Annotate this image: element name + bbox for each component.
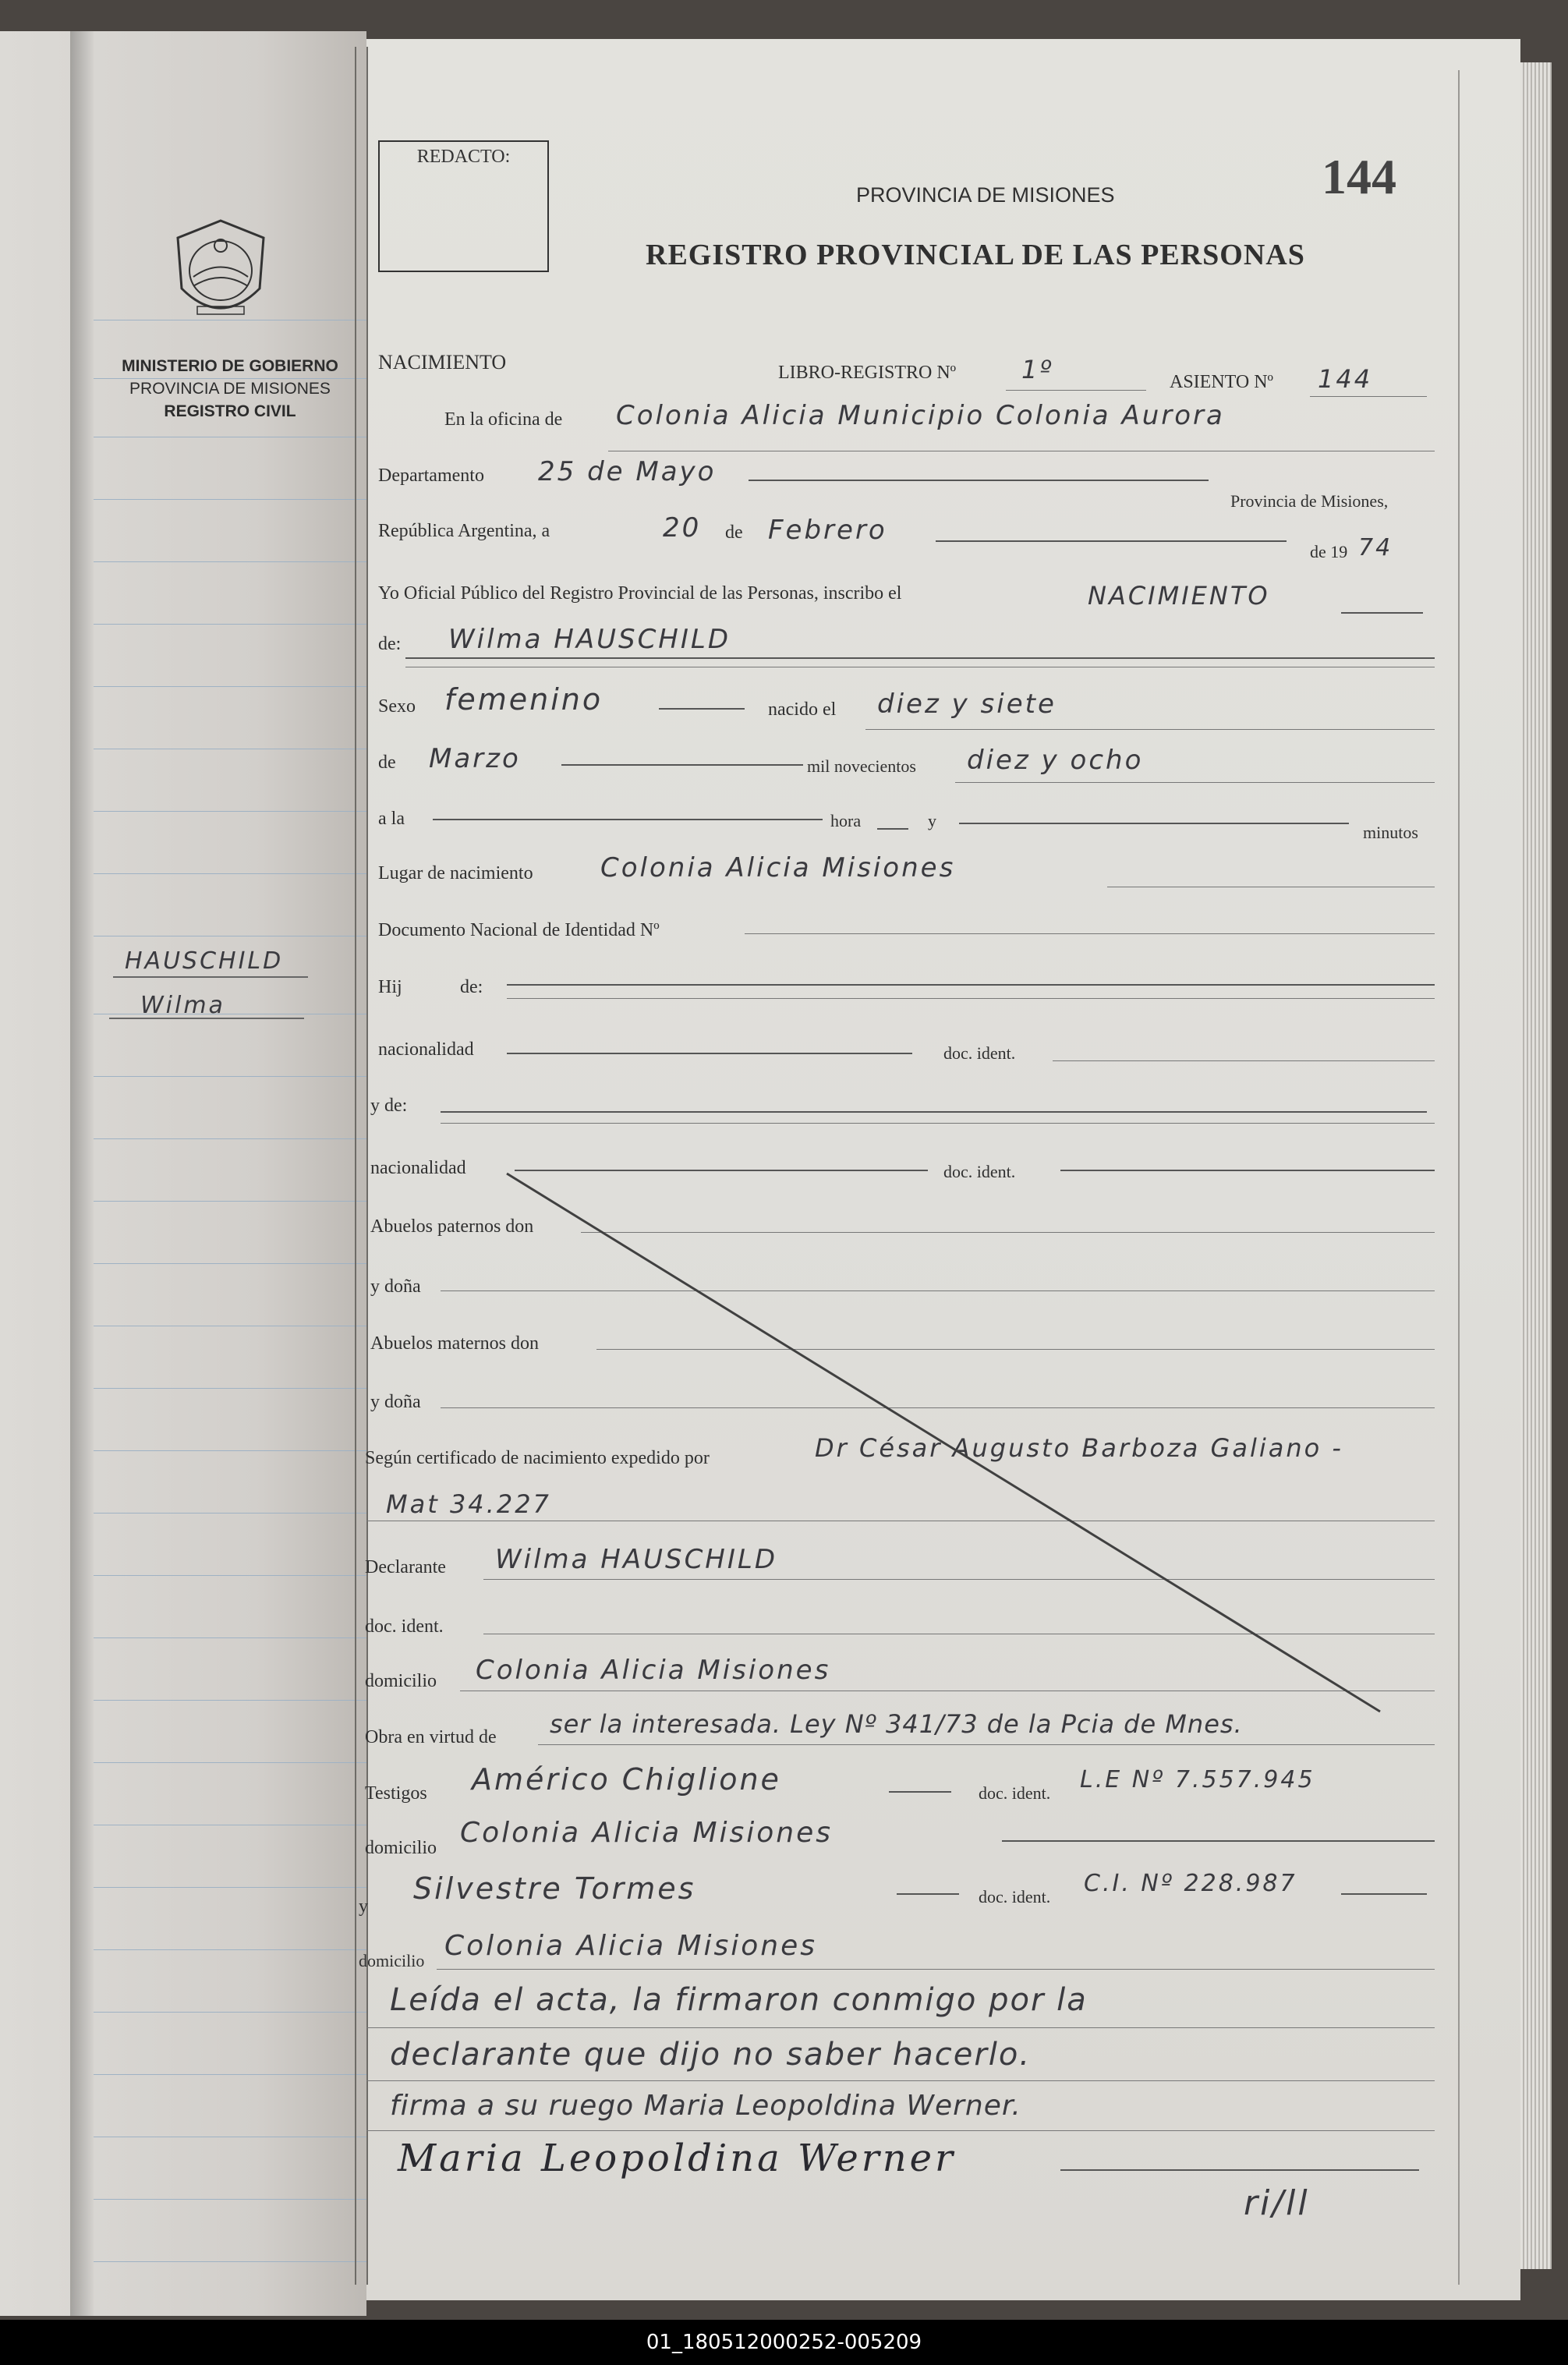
oficina-value: Colonia Alicia Municipio Colonia Aurora — [616, 400, 1225, 431]
testigo2-doc: C.I. Nº 228.987 — [1084, 1870, 1297, 1897]
domicilio-label-2: domicilio — [365, 1838, 437, 1858]
de-person-label: de: — [378, 634, 402, 654]
declarante-value: Wilma HAUSCHILD — [495, 1544, 778, 1575]
testigo1-dom: Colonia Alicia Misiones — [460, 1817, 834, 1849]
de-label: de — [725, 522, 743, 543]
hij-label: Hij — [378, 977, 402, 997]
image-footer — [0, 2320, 1568, 2365]
obra-label: Obra en virtud de — [365, 1727, 497, 1747]
nac-mes-value: Marzo — [429, 743, 521, 774]
dni-label: Documento Nacional de Identidad Nº — [378, 920, 660, 940]
mes-value: Febrero — [768, 515, 887, 546]
y-label: y — [928, 811, 936, 830]
signature-werner: Maria Leopoldina Werner — [398, 2137, 956, 2180]
y-dona-label-1: y doña — [370, 1276, 421, 1297]
nacido-label: nacido el — [768, 699, 837, 720]
abuelos-pat-label: Abuelos paternos don — [370, 1216, 534, 1237]
testigo1-value: Américo Chiglione — [472, 1762, 781, 1797]
sexo-label: Sexo — [378, 696, 416, 717]
minutos-label: minutos — [1363, 823, 1418, 842]
asiento-value: 144 — [1318, 364, 1373, 394]
closing-line-3: firma a su ruego Maria Leopoldina Werner. — [390, 2090, 1021, 2122]
anio-value: 74 — [1358, 534, 1393, 561]
mil-value: diez y ocho — [967, 745, 1144, 776]
departamento-label: Departamento — [378, 466, 484, 486]
doc-ident-label-3: doc. ident. — [979, 1783, 1051, 1803]
segun-label: Según certificado de nacimiento expedido por — [365, 1448, 710, 1468]
domicilio-label-1: domicilio — [365, 1671, 437, 1691]
civil-registry-line: REGISTRO CIVIL — [164, 402, 296, 420]
doc-ident-short-label: doc. ident. — [365, 1616, 444, 1637]
y-dona-label-2: y doña — [370, 1392, 421, 1412]
closing-line-2: declarante que dijo no saber hacerlo. — [390, 2037, 1032, 2073]
y-de-label: y de: — [370, 1096, 408, 1116]
mil-label: mil novecientos — [807, 756, 916, 776]
lugar-value: Colonia Alicia Misiones — [600, 852, 956, 883]
provincia-label: Provincia de Misiones, — [1230, 491, 1389, 511]
nacido-value: diez y siete — [877, 689, 1057, 720]
testigo2-dom: Colonia Alicia Misiones — [444, 1930, 818, 1962]
inscribo-value: NACIMIENTO — [1088, 581, 1270, 611]
y-testigo-label: y — [359, 1896, 368, 1917]
testigo2-value: Silvestre Tormes — [413, 1871, 696, 1906]
republica-label: República Argentina, a — [378, 521, 550, 541]
domicilio-label-3: domicilio — [359, 1951, 425, 1970]
ala-label: a la — [378, 809, 405, 829]
margin-name: Wilma — [140, 992, 225, 1019]
official-initials: ri/ll — [1244, 2183, 1310, 2223]
sexo-value: femenino — [444, 682, 603, 717]
ministry-line: MINISTERIO DE GOBIERNO — [122, 357, 338, 375]
nacionalidad-label-1: nacionalidad — [378, 1039, 474, 1060]
departamento-value: 25 de Mayo — [538, 456, 717, 487]
doc-ident-label-1: doc. ident. — [943, 1043, 1016, 1063]
anio-label: de 19 — [1310, 542, 1348, 561]
testigos-label: Testigos — [365, 1783, 427, 1804]
hora-label: hora — [830, 811, 862, 830]
libro-value: 1º — [1021, 355, 1054, 384]
segun-value: Dr César Augusto Barboza Galiano - — [815, 1433, 1343, 1463]
record-type-label: NACIMIENTO — [378, 351, 507, 374]
libro-label: LIBRO-REGISTRO Nº — [778, 363, 957, 383]
page-number: 144 — [1322, 149, 1396, 204]
oficina-label: En la oficina de — [444, 409, 563, 430]
testigo1-doc: L.E Nº 7.557.945 — [1080, 1766, 1315, 1793]
doc-ident-label-2: doc. ident. — [943, 1162, 1016, 1181]
obra-value: ser la interesada. Ley Nº 341/73 de la Pcia de Mnes. — [550, 1709, 1243, 1739]
redacto-label: REDACTO: — [416, 147, 511, 167]
asiento-label: ASIENTO Nº — [1170, 372, 1273, 392]
province-title: PROVINCIA DE MISIONES — [856, 183, 1115, 207]
dia-value: 20 — [663, 512, 702, 543]
mat-value: Mat 34.227 — [386, 1489, 551, 1519]
registry-title: REGISTRO PROVINCIAL DE LAS PERSONAS — [646, 239, 1305, 271]
closing-line-1: Leída el acta, la firmaron conmigo por la — [390, 1982, 1088, 2018]
hij-de-label: de: — [460, 977, 483, 997]
footer-id: 01_180512000252-005209 — [646, 2331, 922, 2354]
margin-surname: HAUSCHILD — [125, 947, 284, 975]
abuelos-mat-label: Abuelos maternos don — [370, 1333, 539, 1354]
doc-ident-label-4: doc. ident. — [979, 1887, 1051, 1907]
yo-oficial-label: Yo Oficial Público del Registro Provincial de las Personas, inscribo el — [378, 583, 902, 604]
nacionalidad-label-2: nacionalidad — [370, 1158, 466, 1178]
nombre-value: Wilma HAUSCHILD — [448, 624, 731, 655]
de-mes-label: de — [378, 752, 396, 773]
declarante-label: Declarante — [365, 1557, 446, 1577]
lugar-label: Lugar de nacimiento — [378, 863, 533, 883]
province-line: PROVINCIA DE MISIONES — [129, 380, 331, 398]
domicilio-value: Colonia Alicia Misiones — [476, 1655, 831, 1686]
